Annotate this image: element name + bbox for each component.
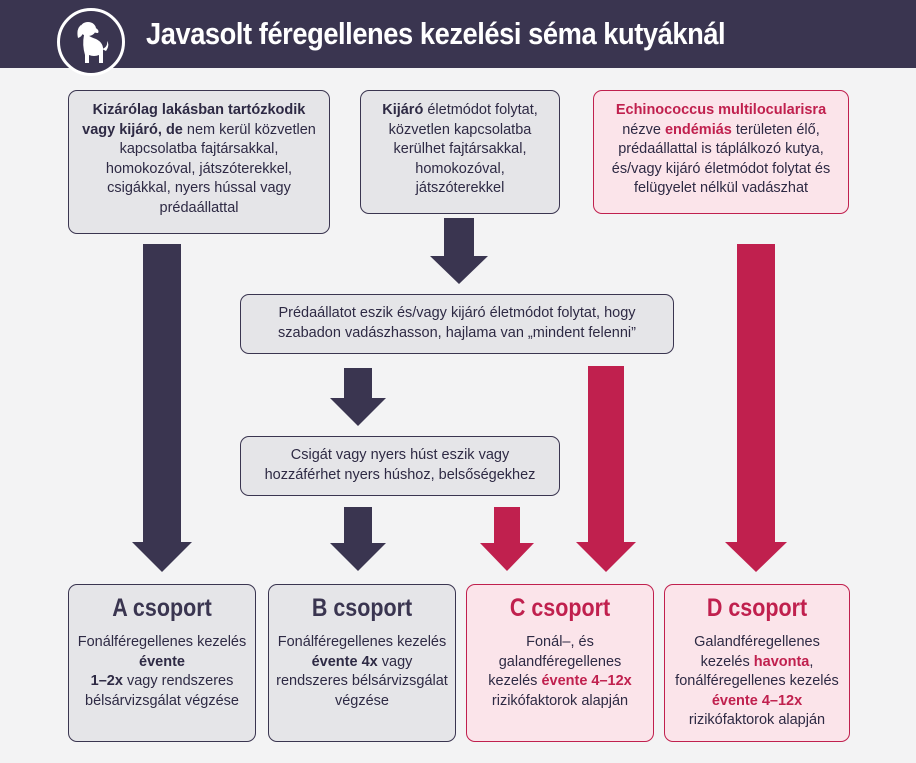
arrow-snail-to-b bbox=[330, 507, 386, 571]
criteria-box-indoor bbox=[68, 90, 330, 234]
group-c-title: C csoport bbox=[509, 594, 611, 622]
criteria-box-outdoor bbox=[360, 90, 560, 214]
group-b-frequency: évente 4x bbox=[311, 653, 378, 670]
criteria-box-raw-meat bbox=[240, 436, 560, 496]
page-title: Javasolt féregellenes kezelési séma kutyáknál bbox=[146, 16, 726, 51]
criteria-outdoor-bold: Kijáró bbox=[382, 102, 424, 118]
group-b-text1: Fonálféregellenes kezelés bbox=[277, 634, 447, 650]
arrow-middle-to-prey bbox=[430, 218, 488, 284]
criteria-endemic-word: endémiás bbox=[664, 121, 732, 138]
criteria-outdoor-text: életmódot folytat, közvetlen kapcsolatba kerülhet fajtársakkal, homokozóval, játszóterekkel bbox=[388, 102, 538, 196]
group-d-monthly: havonta bbox=[753, 653, 810, 670]
group-d-title: D csoport bbox=[706, 594, 808, 622]
group-c-box bbox=[466, 584, 654, 742]
group-b-text2: vagy rendszeres bélsárvizsgálat végzése bbox=[276, 653, 448, 709]
group-a-text2: vagy rendszeres bélsárvizsgálat végzése bbox=[85, 673, 239, 709]
group-a-text1: Fonálféregellenes kezelés bbox=[77, 634, 247, 650]
arrow-prey-to-snail bbox=[330, 368, 386, 426]
group-d-text3: rizikófaktorok alapján bbox=[688, 712, 826, 728]
arrow-right-to-d bbox=[725, 244, 787, 572]
criteria-endemic-text2: területen élő, prédaállattal is táplálkozó kutya, és/vagy kijáró életmódot folytat és felügyelet nélkül vadászhat bbox=[611, 121, 831, 196]
group-c-text1: Fonál–, és galandféregellenes kezelés bbox=[488, 634, 622, 689]
criteria-endemic-species: Echinococcus multilocularisra bbox=[615, 102, 827, 118]
arrow-left-to-a bbox=[132, 244, 192, 572]
group-c-text2: rizikófaktorok alapján bbox=[491, 692, 629, 709]
group-d-text1: Galandféregellenes kezelés bbox=[694, 634, 820, 670]
group-d-box bbox=[664, 584, 850, 742]
criteria-indoor-text: nem kerül közvetlen kapcsolatba fajtársakkal, homokozóval, játszóterekkel, csigákkal, nyers hússal vagy prédaállattal bbox=[105, 121, 316, 216]
criteria-endemic-text1: nézve bbox=[622, 121, 661, 138]
group-a-title: A csoport bbox=[112, 594, 212, 622]
criteria-box-prey bbox=[240, 294, 674, 354]
group-b-title: B csoport bbox=[311, 594, 413, 622]
group-d-frequency: évente 4–12x bbox=[711, 692, 803, 709]
criteria-raw-meat-text: Csigát vagy nyers húst eszik vagy hozzáférhet nyers húshoz, belsőségekhez bbox=[264, 447, 536, 483]
group-d-text2: , fonálféregellenes kezelés bbox=[675, 653, 839, 689]
criteria-indoor-bold: Kizárólag lakásban tartózkodik vagy kijáró, de bbox=[82, 102, 306, 138]
group-c-frequency: évente 4–12x bbox=[541, 673, 632, 689]
arrow-prey-to-c bbox=[576, 366, 636, 572]
arrow-snail-to-c bbox=[480, 507, 534, 571]
criteria-prey-text: Prédaállatot eszik és/vagy kijáró életmódot folytat, hogy szabadon vadászhasson, hajlama van „mindent felenni” bbox=[278, 305, 636, 341]
criteria-box-endemic bbox=[593, 90, 849, 214]
group-a-frequency: évente bbox=[139, 653, 185, 670]
group-a-box bbox=[68, 584, 256, 742]
group-b-box bbox=[268, 584, 456, 742]
group-a-count: 1–2x bbox=[90, 673, 123, 689]
